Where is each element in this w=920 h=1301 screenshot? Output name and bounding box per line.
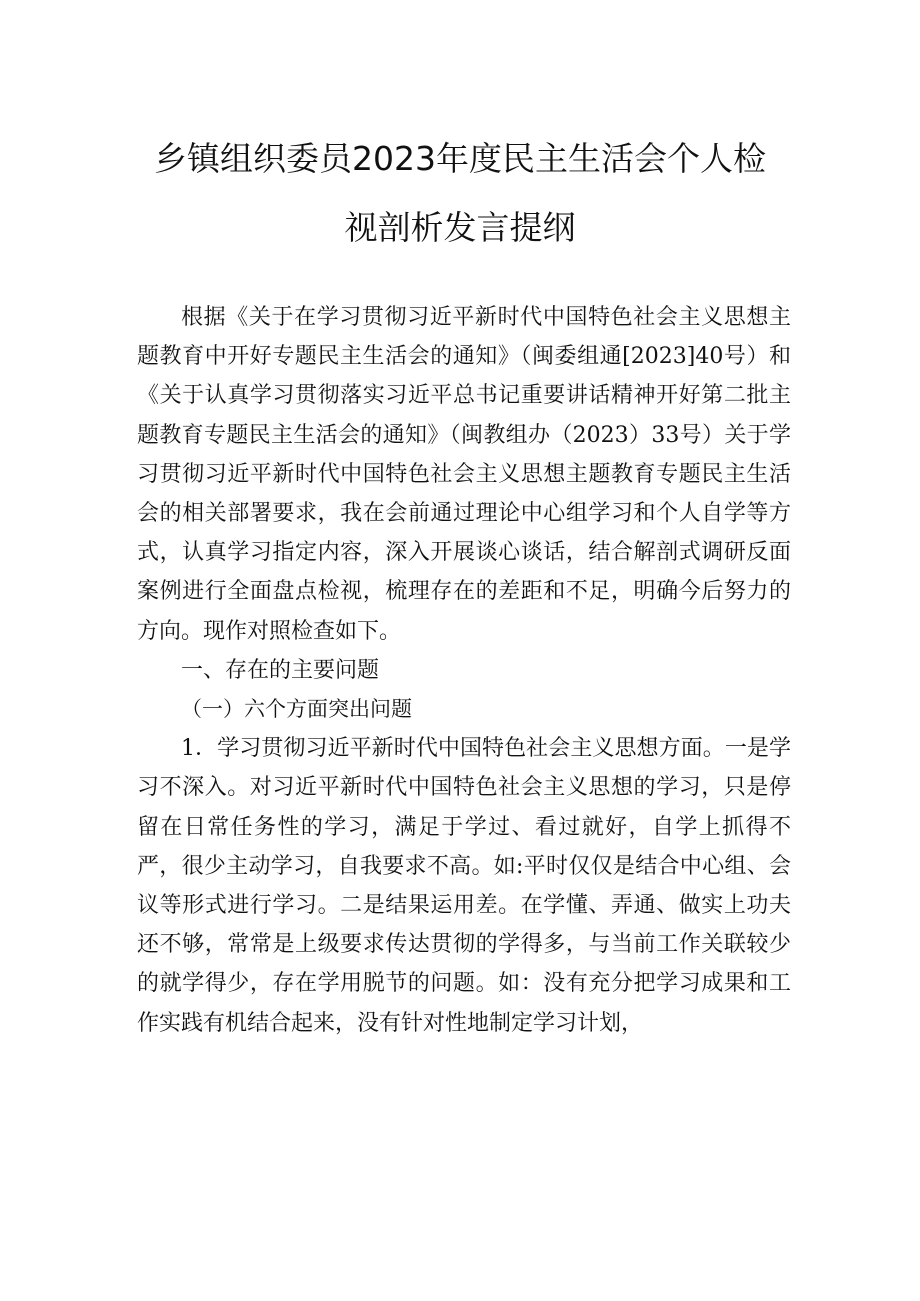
section-heading-main-problems: 一、存在的主要问题 (181, 657, 380, 683)
intro-paragraph: 根据《关于在学习贯彻习近平新时代中国特色社会主义思想主题教育中开好专题民主生活会的通知》（闽委组通[2023]40号）和《关于认真学习贯彻落实习近平总书记重要讲话精神开好第二批主题教育专题民主生活会的通知》（闽教组办（2023）33号）关于学习贯彻习近平新时代中国特色社会主义思想主题教育专题民主生活会的相关部署要求，我在会前通过理论中心组学习和个人自学等方式，认真学习指定内容，深入开展谈心谈话，结合解剖式调研反面案例进行全面盘点检视，梳理存在的差距和不足，明确今后努力的方向。现作对照检查如下。 (137, 305, 792, 644)
document-title-line-1: 乡镇组织委员2023年度民主生活会个人检 (154, 139, 766, 178)
item-paragraph-1: 1．学习贯彻习近平新时代中国特色社会主义思想方面。一是学习不深入。对习近平新时代中国特色社会主义思想的学习，只是停留在日常任务性的学习，满足于学过、看过就好，自学上抓得不严，很少主动学习，自我要求不高。如:平时仅仅是结合中心组、会议等形式进行学习。二是结果运用差。在学懂、弄通、做实上功夫还不够，常常是上级要求传达贯彻的学得多，与当前工作关联较少的就学得少，存在学用脱节的问题。如：没有充分把学习成果和工作实践有机结合起来，没有针对性地制定学习计划， (137, 736, 791, 1036)
subsection-heading-six-aspects: （一）六个方面突出问题 (181, 697, 412, 722)
document-body (137, 298, 791, 1043)
document-title-line-2: 视剖析发言提纲 (344, 208, 576, 247)
